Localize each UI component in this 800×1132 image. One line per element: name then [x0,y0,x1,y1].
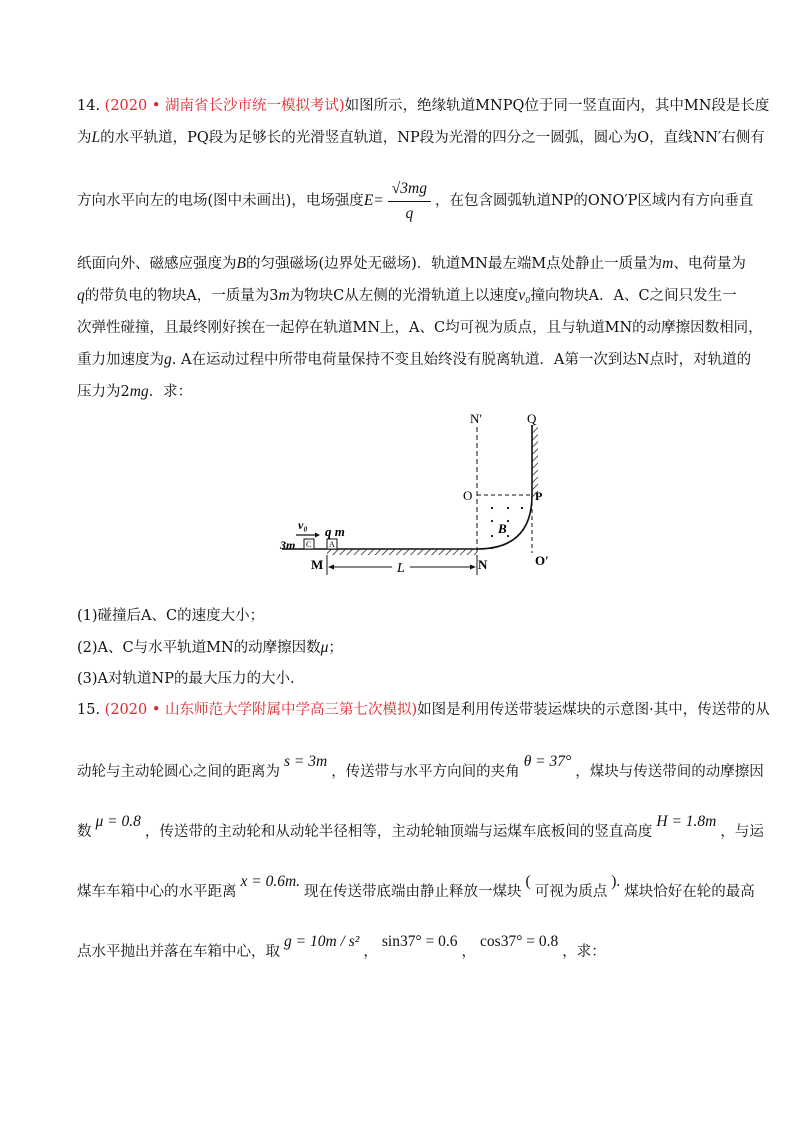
track-diagram [270,405,560,585]
q14-frac-den: q [405,204,414,222]
q15-number: 15. [77,702,101,718]
q15-paren-text: 可视为质点 [534,884,608,900]
label-Oprime: O′ [535,553,549,568]
dimension-L-arrow-right [470,565,476,570]
q15-sep-2: ， [461,944,477,960]
q14-sub-3-text: (3)A对轨道NP的最大压力的大小. [77,671,295,687]
label-Q: Q [527,411,537,426]
q14-figure [270,405,560,585]
q14-text-8b: ．求： [148,384,193,400]
q15-math-sin: sin37° = 0.6 [381,933,458,950]
q15-text-5b: ，求： [562,944,606,960]
q14-fraction [388,180,431,223]
q14-text-6: 次弹性碰撞，且最终刚好挨在一起停在轨道MN上，A、C均可视为质点，且与轨道MN的动摩擦因数相同， [77,320,763,336]
q14-text-5a: 的带负电的物块A，一质量为3 [84,288,279,304]
q15-text-4b: 现在传送带底端由静止释放一煤块 [304,884,522,900]
label-Nprime: N′ [470,411,483,426]
q14-var-v0: v₀ [518,287,531,304]
q14-var-m: m [662,255,674,272]
velocity-arrowhead [315,533,320,538]
q14-text-3a: 方向水平向左的电场(图中未画出)，电场强度 [77,193,364,209]
q14-frac-num: √3mg [388,180,431,202]
q14-line-8 [77,382,728,402]
q14-sub-1-text: (1)碰撞后A、C的速度大小； [77,608,265,624]
q14-text-2b: 的水平轨道，PQ段为足够长的光滑竖直轨道，NP段为光滑的四分之一圆弧，圆心为O，直线NN′右侧有 [100,130,765,146]
q14-text-8a: 压力为2 [77,384,130,400]
label-v0: v₀ [298,518,308,532]
q14-text-5b: 为物块C从左侧的光滑轨道上以速度 [289,288,519,304]
q14-line-2 [77,128,765,148]
label-N: N [478,557,488,572]
q14-line-4 [77,254,746,274]
dimension-L-arrow-left [328,565,334,570]
q15-text-2b: ，传送带与水平方向间的夹角 [331,764,520,780]
q15-math-theta: θ = 37° [523,753,572,770]
q14-var-m2: m [278,287,290,304]
q14-source: (2020 • 湖南省长沙市统一模拟考试) [104,98,345,114]
q14-text-3b: ，在包含圆弧轨道NP的ONO′P区域内有方向垂直 [434,193,754,209]
label-qm: q m [325,524,345,539]
q15-line-2 [77,752,764,784]
q15-text-2a: 动轮与主动轮圆心之间的距离为 [77,764,280,780]
q14-var-q: q [77,287,85,304]
q14-text-5c: 撞向物块A．A、C之间只发生一 [530,288,737,304]
q15-paren-open: ( [525,873,531,890]
q15-math-cos: cos37° = 0.8 [480,933,559,950]
q15-math-s: s = 3m [284,753,328,770]
label-P: P [535,489,543,503]
q15-text-4a: 煤车车箱中心的水平距离 [77,884,237,900]
q15-math-g: g = 10m / s² [284,933,360,950]
q15-text-1: 如图是利用传送带装运煤块的示意图·其中，传送带的从 [417,702,770,718]
label-A: A [329,540,335,549]
q15-line-4 [77,872,755,904]
q14-line-3 [77,178,754,224]
label-B: B [498,521,507,536]
q14-line-7 [77,350,752,370]
q14-sub-2-end: ； [328,640,343,656]
q15-paren-close: ). [611,873,621,890]
q15-text-4c: 煤块恰好在轮的最高 [624,884,755,900]
q15-math-H: H = 1.8m [656,813,717,830]
q15-text-3a: 数 [77,824,92,840]
label-M: M [311,557,324,572]
label-C: C [306,540,312,549]
q14-sub-2-text: (2)A、C与水平轨道MN的动摩擦因数 [77,640,321,656]
horizontal-track-hatch [327,549,477,555]
q15-line-1 [77,700,770,720]
label-O: O [463,488,473,503]
label-3m: 3m [280,538,296,552]
q14-text-1: 如图所示，绝缘轨道MNPQ位于同一竖直面内，其中MN段是长度 [344,98,770,114]
q14-line-6 [77,318,763,338]
q14-var-mg: mg [129,383,149,400]
q14-var-mu: μ [320,639,329,656]
q14-sub-2 [77,638,728,658]
q15-text-2c: ，煤块与传送带间的动摩擦因 [575,764,764,780]
q14-line-1 [77,96,770,116]
q15-math-x: x = 0.6m. [240,873,301,890]
q14-text-7b: . A在运动过程中所带电荷量保持不变且始终没有脱离轨道．A第一次到达N点时，对轨道的 [171,352,752,368]
q15-text-3c: ，与运 [720,824,764,840]
q14-sub-3 [77,669,728,689]
q14-var-B: B [236,255,246,272]
vertical-track-hatch [532,425,538,497]
q15-line-5 [77,932,728,964]
q14-text-4a: 纸面向外、磁感应强度为 [77,256,237,272]
q14-var-g: g [164,351,172,368]
q14-var-L: L [91,129,101,146]
q14-sub-1 [77,606,728,626]
q15-sep-1: ， [363,944,378,960]
q14-number: 14. [77,98,101,114]
q14-text-4c: 、电荷量为 [673,256,746,272]
q15-text-5a: 点水平抛出并落在车箱中心，取 [77,944,280,960]
label-L: L [397,561,405,576]
q14-text-4b: 的匀强磁场(边界处无磁场)．轨道MN最左端M点处静止一质量为 [245,256,663,272]
q15-math-mu: μ = 0.8 [95,813,141,830]
q15-text-3b: ，传送带的主动轮和从动轮半径相等，主动轮轴顶端与运煤车底板间的竖直高度 [144,824,653,840]
q14-text-2a: 为 [77,130,92,146]
q14-var-E: E= [363,192,384,209]
q15-line-3 [77,812,764,844]
q15-source: (2020 • 山东师范大学附属中学高三第七次模拟) [104,702,418,718]
q14-line-5 [77,286,737,306]
q14-text-7a: 重力加速度为 [77,352,164,368]
